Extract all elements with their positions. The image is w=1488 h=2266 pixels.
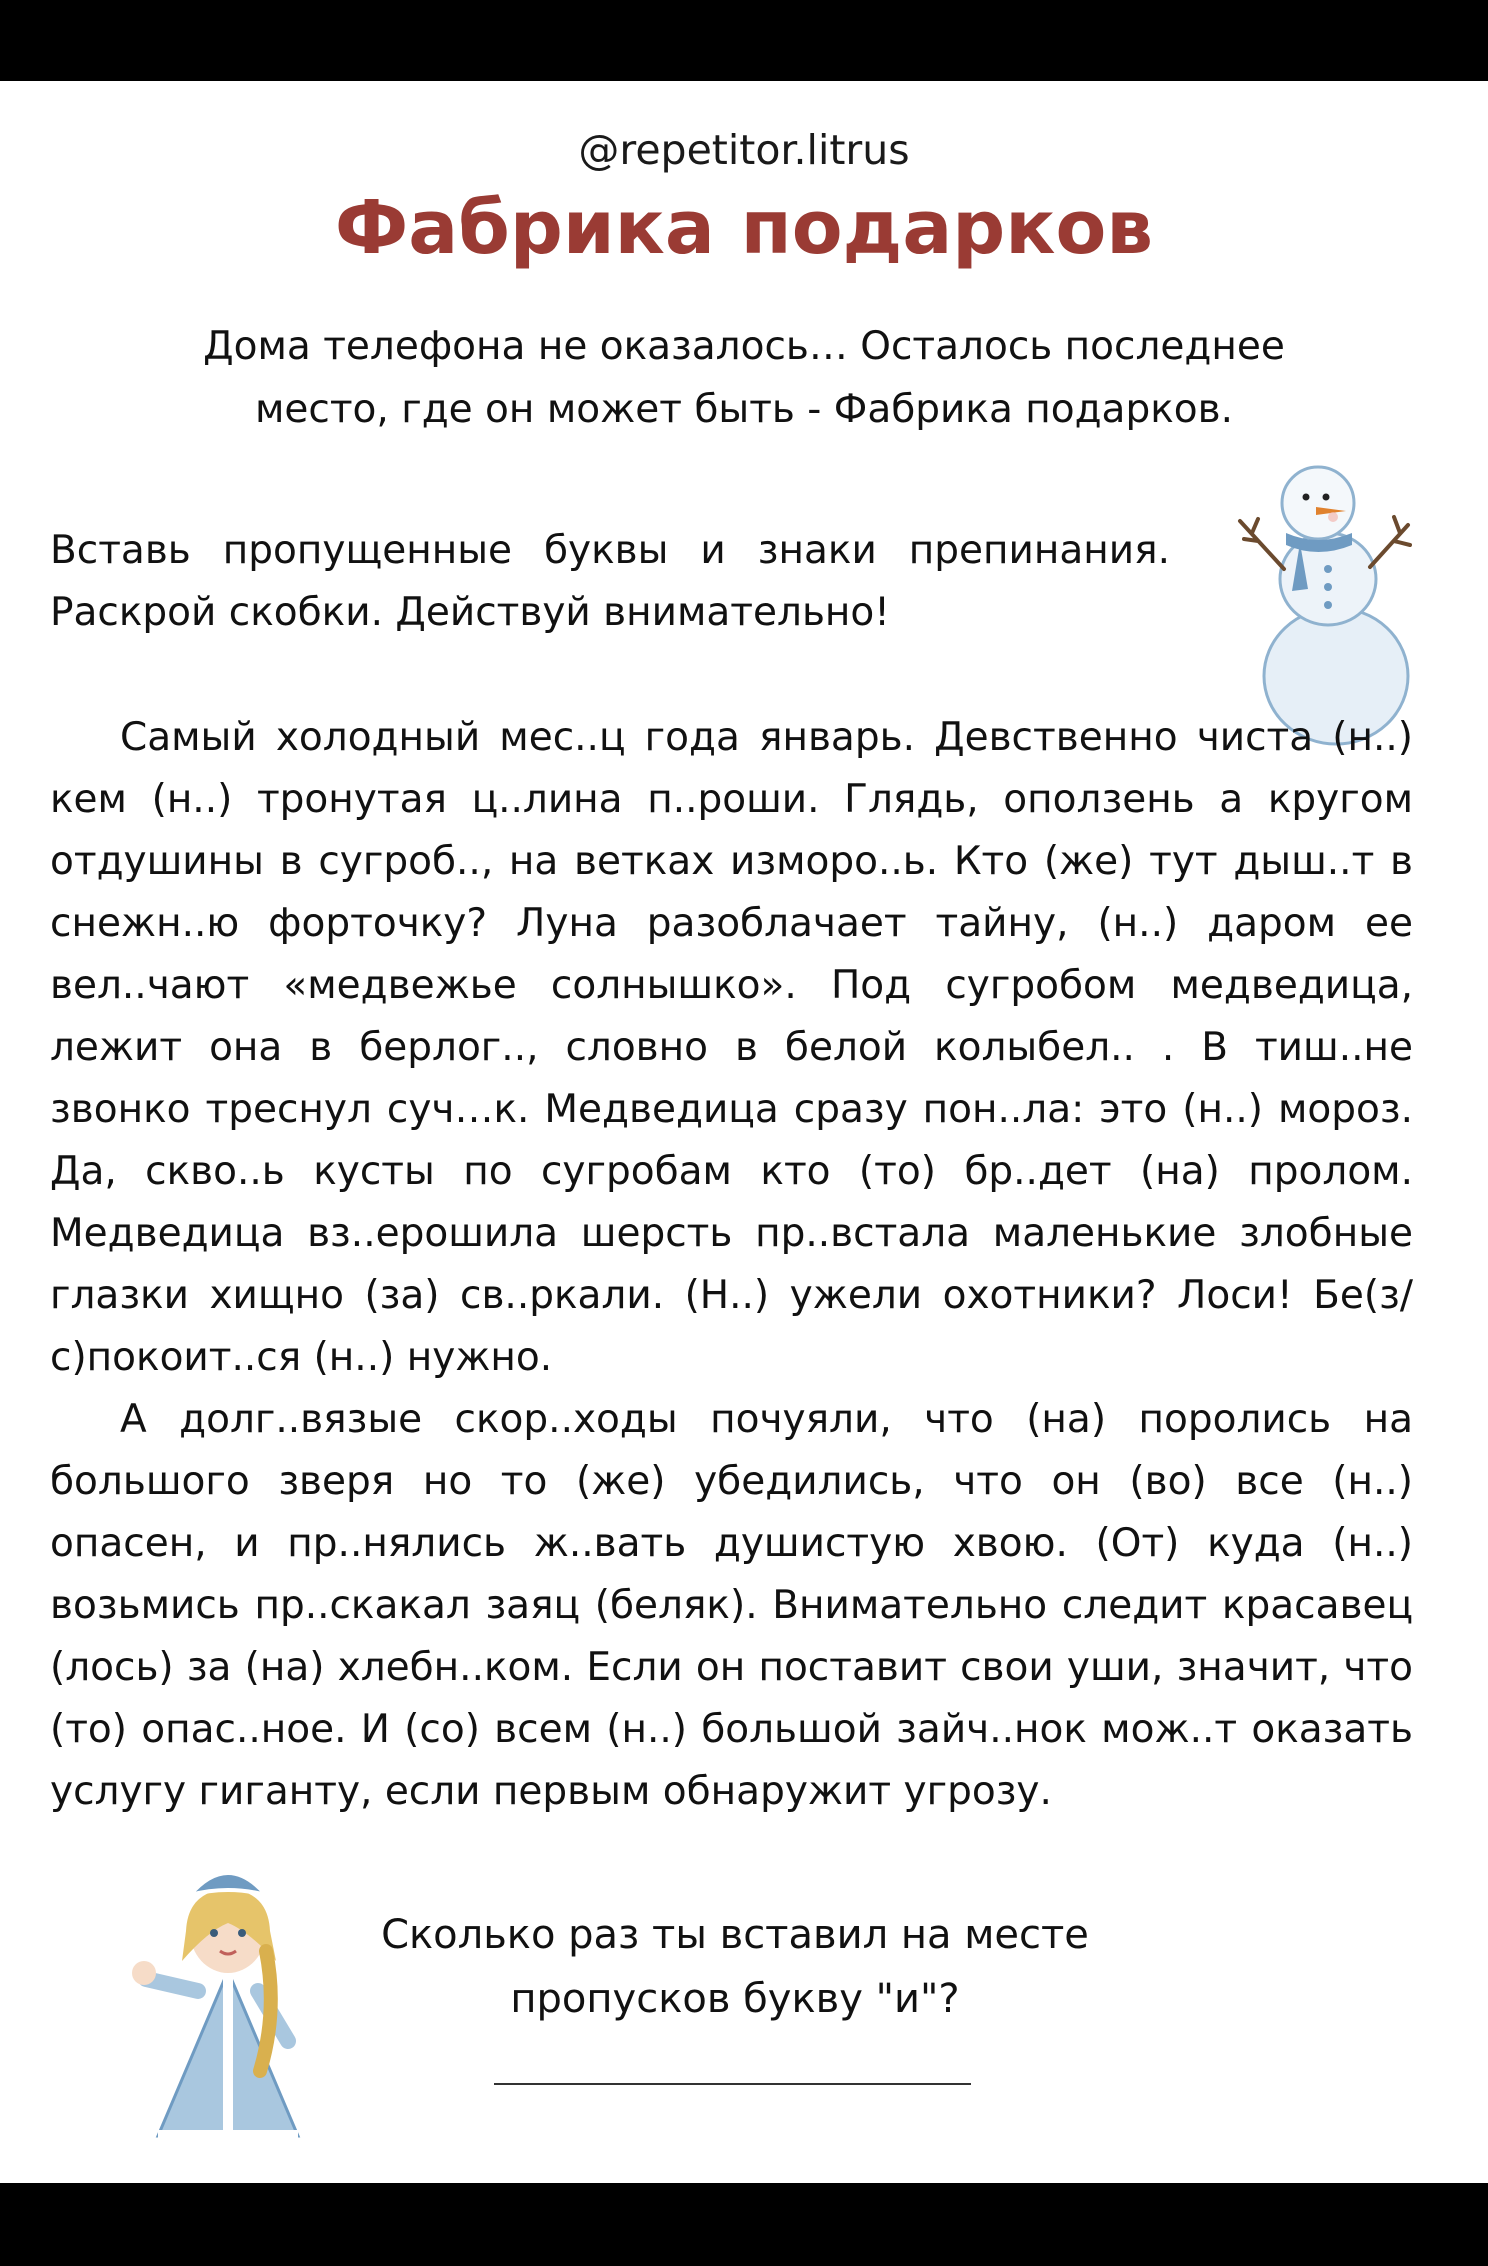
question-text: Сколько раз ты вставил на месте пропусков букву "и"?	[381, 1912, 1089, 2022]
story-paragraph-1: Самый холодный мес..ц года январь. Девственно чиста (н..) кем (н..) тронутая ц..лина п..роши. Глядь, оползень а кругом отдушины в сугроб.., на ветках изморо..ь. Кто (же) тут дыш..т в снежн..ю форточку? Луна разоблачает тайну, (н..) даром ее вел..чают «медвежье солнышко». Под сугробом медведица, лежит она в берлог.., словно в белой колыбел.. . В тиш..не звонко треснул суч…к. Медведица сразу пон..ла: это (н..) мороз. Да, скво..ь кусты по сугробам кто (то) бр..дет (на) пролом. Медведица вз..ерошила шерсть пр..встала маленькие злобные глазки хищно (за) св..ркали. (Н..) ужели охотники? Лоси! Бе(з/с)покоит..ся (н..) нужно.	[50, 715, 1413, 1380]
story-text	[50, 707, 1413, 1823]
story-paragraph-2: А долг..вязые скор..ходы почуяли, что (на) поролись на большого зверя но то (же) убедились, что он (во) все (н..) опасен, и пр..нялись ж..вать душистую хвою. (От) куда (н..) возьмись пр..скакал заяц (беляк). Внимательно следит красавец (лось) за (на) хлебн..ком. Если он поставит свои уши, значит, что (то) опас..ное. И (со) всем (н..) большой зайч..нок мож..т оказать услугу гиганту, если первым обнаружит угрозу.	[50, 1397, 1413, 1814]
task-instructions: Вставь пропущенные буквы и знаки препинания. Раскрой скобки. Действуй внимательно!	[50, 528, 1170, 635]
page-title: Фабрика подарков	[334, 185, 1154, 271]
worksheet-page	[0, 81, 1488, 2183]
snow-maiden-illustration	[128, 1851, 328, 2151]
answer-line[interactable]	[494, 2083, 971, 2085]
intro-text: Дома телефона не оказалось… Осталось последнее место, где он может быть - Фабрика подарков.	[203, 324, 1285, 432]
snowman-illustration	[1218, 451, 1418, 751]
author-handle: @repetitor.litrus	[578, 126, 910, 174]
